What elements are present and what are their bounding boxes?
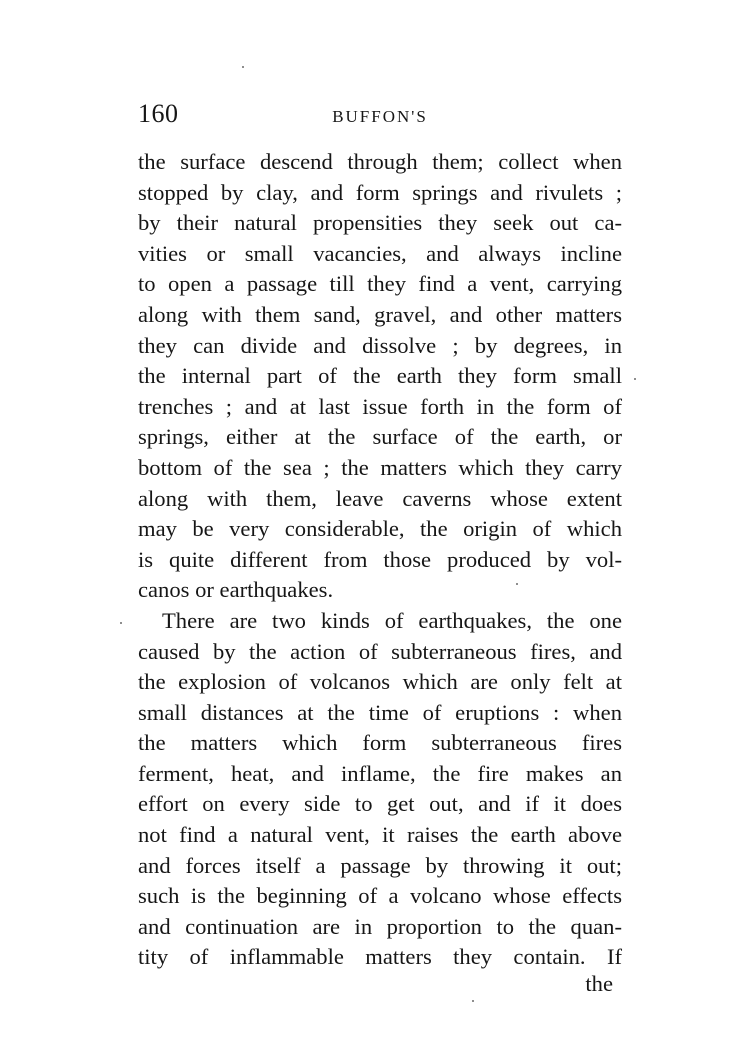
text-line: springs, either at the surface of the earth, or: [138, 424, 622, 450]
paper-speck: [634, 378, 636, 380]
text-line: the internal part of the earth they form small: [138, 363, 622, 389]
text-line: such is the beginning of a volcano whose effects: [138, 883, 622, 909]
body-text: [138, 147, 622, 973]
text-line: not find a natural vent, it raises the earth above: [138, 822, 622, 848]
text-line: tity of inflammable matters they contain. If: [138, 944, 622, 970]
text-line: caused by the action of subterraneous fires, and: [138, 638, 622, 664]
text-line: may be very considerable, the origin of which: [138, 516, 622, 542]
running-title: BUFFON'S: [332, 107, 428, 126]
text-line: and continuation are in proportion to the quan-: [138, 913, 622, 939]
text-line: they can divide and dissolve ; by degrees, in: [138, 332, 622, 358]
text-line: effort on every side to get out, and if it does: [138, 791, 622, 817]
text-line: stopped by clay, and form springs and rivulets ;: [138, 179, 622, 205]
catchword: the: [585, 971, 613, 996]
text-line: by their natural propensities they seek out ca-: [138, 210, 622, 236]
text-line: trenches ; and at last issue forth in the form of: [138, 393, 622, 419]
paper-speck: [242, 66, 244, 68]
text-line: and forces itself a passage by throwing it out;: [138, 852, 622, 878]
text-line: ferment, heat, and inflame, the fire makes an: [138, 760, 622, 786]
text-line: along with them, leave caverns whose extent: [138, 485, 622, 511]
paper-speck: [516, 583, 518, 585]
text-line: small distances at the time of eruptions : when: [138, 699, 622, 725]
page-number: 160: [138, 99, 179, 128]
text-line: along with them sand, gravel, and other matters: [138, 301, 622, 327]
text-line: the explosion of volcanos which are only felt at: [138, 669, 622, 695]
text-line: is quite different from those produced by vol-: [138, 546, 622, 572]
text-line: the surface descend through them; collect when: [138, 149, 622, 174]
paper-speck: [120, 622, 122, 624]
text-line: to open a passage till they find a vent, carrying: [138, 271, 622, 297]
text-line: There are two kinds of earthquakes, the one: [162, 607, 622, 633]
text-line: bottom of the sea ; the matters which they carry: [138, 454, 622, 480]
text-line: vities or small vacancies, and always incline: [138, 240, 622, 266]
text-line: the matters which form subterraneous fires: [138, 730, 622, 756]
text-line: canos or earthquakes.: [138, 577, 334, 603]
paper-speck: [472, 1000, 474, 1002]
